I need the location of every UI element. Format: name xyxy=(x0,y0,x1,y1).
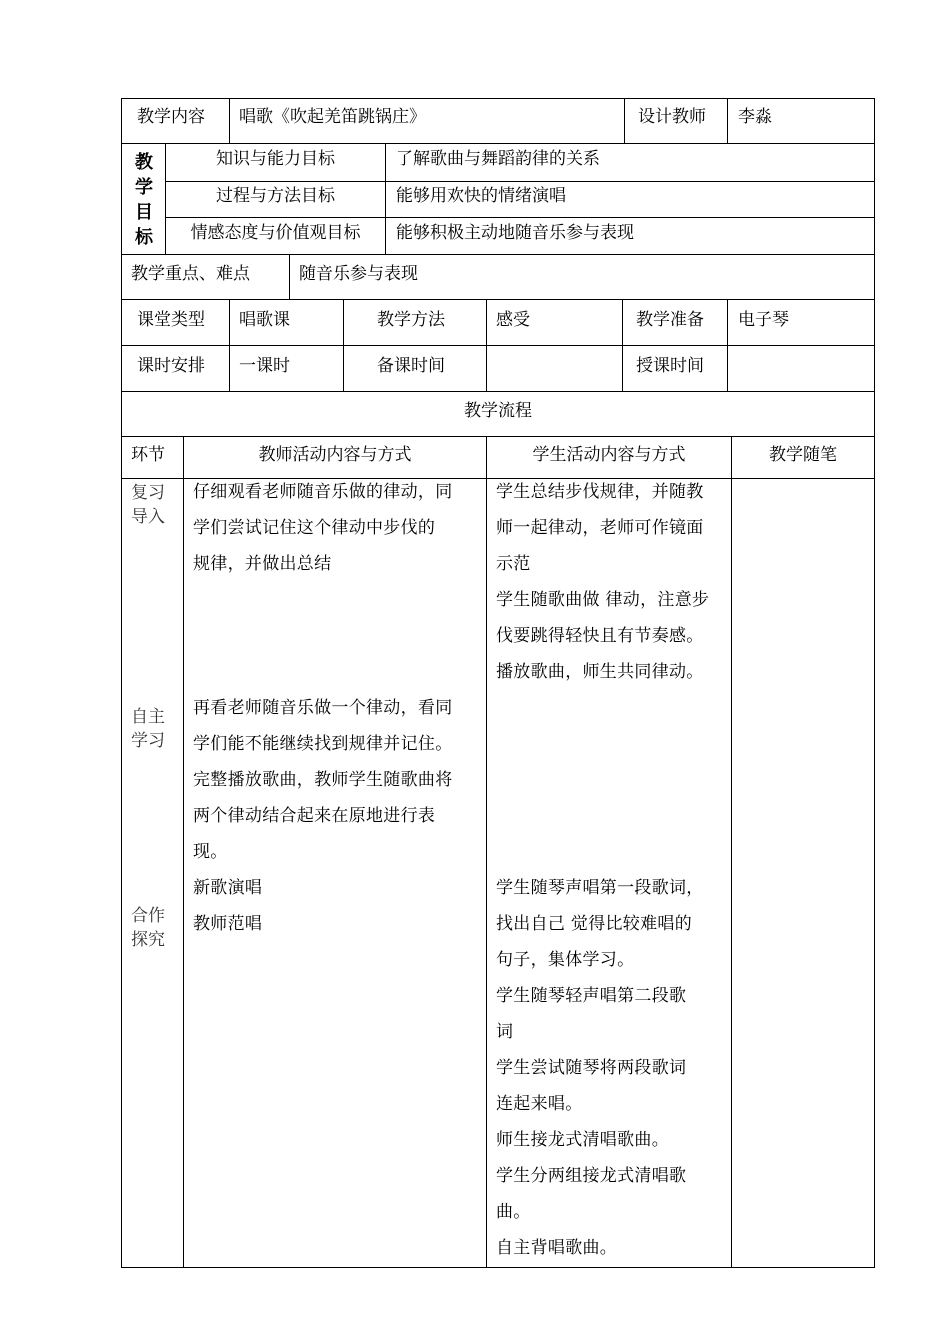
flow-title: 教学流程 xyxy=(464,401,532,421)
rule xyxy=(622,299,623,392)
rule-left xyxy=(121,98,122,1268)
text-line: 仔细观看老师随音乐做的律动，同 xyxy=(193,482,453,502)
rule-top xyxy=(121,98,875,99)
method-value: 感受 xyxy=(496,310,530,330)
objectives-side-label xyxy=(131,150,157,250)
text-line: 学生总结步伐规律，并随教 xyxy=(496,482,704,502)
text-line: 自主背唱歌曲。 xyxy=(496,1238,618,1258)
text-line: 师一起律动，老师可作镜面 xyxy=(496,518,704,538)
rule xyxy=(385,143,386,255)
text-line: 学们尝试记住这个律动中步伐的 xyxy=(193,518,436,538)
teach-time-label: 授课时间 xyxy=(636,356,704,376)
side-char: 目 xyxy=(135,202,153,223)
objective-value: 能够用欢快的情绪演唱 xyxy=(396,186,566,206)
student-activities xyxy=(496,474,709,1266)
rule xyxy=(121,436,875,437)
content-label: 教学内容 xyxy=(137,107,205,127)
rule xyxy=(289,254,290,300)
side-char: 学 xyxy=(135,177,153,198)
text-line: 伐要跳得轻快且有节奏感。 xyxy=(496,626,704,646)
text-line: 词 xyxy=(496,1022,514,1042)
rule xyxy=(486,299,487,392)
text-line: 师生接龙式清唱歌曲。 xyxy=(496,1130,669,1150)
rule xyxy=(343,299,344,392)
focus-value: 随音乐参与表现 xyxy=(299,264,418,284)
rule xyxy=(121,345,875,346)
rule xyxy=(727,299,728,392)
text-line: 句子，集体学习。 xyxy=(496,950,635,970)
text-line: 学生分两组接龙式清唱歌 xyxy=(496,1166,687,1186)
col-header-notes: 教学随笔 xyxy=(769,445,837,465)
teacher-value: 李淼 xyxy=(738,107,772,127)
prep-time-label: 备课时间 xyxy=(377,356,445,376)
prep-value: 电子琴 xyxy=(738,310,789,330)
teacher-activities xyxy=(193,474,453,942)
rule xyxy=(165,181,875,182)
col-header-student: 学生活动内容与方式 xyxy=(532,445,686,465)
rule-bottom xyxy=(121,1267,875,1268)
rule-right xyxy=(874,98,875,1268)
section-cooperative: 合作 探究 xyxy=(131,906,165,950)
rule xyxy=(121,391,875,392)
rule xyxy=(121,143,875,144)
method-label: 教学方法 xyxy=(377,310,445,330)
col-header-stage: 环节 xyxy=(131,445,165,465)
hours-value: 一课时 xyxy=(239,356,290,376)
col-header-teacher: 教师活动内容与方式 xyxy=(258,445,412,465)
class-type-label: 课堂类型 xyxy=(137,310,205,330)
text-line: 两个律动结合起来在原地进行表 xyxy=(193,806,436,826)
text-line: 学生随琴声唱第一段歌词， xyxy=(496,878,704,898)
rule xyxy=(183,436,184,1268)
text-line: 曲。 xyxy=(496,1202,531,1222)
text-line: 现。 xyxy=(193,842,228,862)
hours-label: 课时安排 xyxy=(137,356,205,376)
text-line: 连起来唱。 xyxy=(496,1094,583,1114)
rule xyxy=(121,254,875,255)
class-type-value: 唱歌课 xyxy=(239,310,290,330)
objective-label: 过程与方法目标 xyxy=(216,186,335,206)
text-line: 播放歌曲，师生共同律动。 xyxy=(496,662,704,682)
rule xyxy=(121,299,875,300)
rule xyxy=(727,98,728,144)
text-line: 教师范唱 xyxy=(193,914,263,934)
text-line: 找出自己 觉得比较难唱的 xyxy=(496,914,693,934)
text-line: 学们能不能继续找到规律并记住。 xyxy=(193,734,453,754)
objective-label: 知识与能力目标 xyxy=(216,149,335,169)
objective-value: 能够积极主动地随音乐参与表现 xyxy=(396,223,634,243)
rule xyxy=(731,436,732,1268)
rule xyxy=(229,98,230,144)
side-char: 教 xyxy=(135,152,153,173)
section-review-intro: 复习 导入 xyxy=(131,483,165,527)
text-line: 学生随歌曲做 律动，注意步 xyxy=(496,590,710,610)
text-line: 规律，并做出总结 xyxy=(193,554,332,574)
text-line: 新歌演唱 xyxy=(193,878,263,898)
text-line: 学生尝试随琴将两段歌词 xyxy=(496,1058,687,1078)
side-char: 标 xyxy=(135,227,153,248)
text-line: 学生随琴轻声唱第二段歌 xyxy=(496,986,687,1006)
rule xyxy=(486,436,487,1268)
rule xyxy=(229,299,230,392)
text-line: 再看老师随音乐做一个律动，看同 xyxy=(193,698,453,718)
focus-label: 教学重点、难点 xyxy=(131,264,250,284)
rule xyxy=(165,217,875,218)
text-line: 完整播放歌曲，教师学生随歌曲将 xyxy=(193,770,453,790)
text-line: 示范 xyxy=(496,554,531,574)
section-self-study: 自主 学习 xyxy=(131,707,165,751)
objective-label: 情感态度与价值观目标 xyxy=(190,223,361,243)
rule xyxy=(624,98,625,144)
content-value: 唱歌《吹起羌笛跳锅庄》 xyxy=(239,107,426,127)
teacher-label: 设计教师 xyxy=(638,107,706,127)
objective-value: 了解歌曲与舞蹈韵律的关系 xyxy=(396,149,600,169)
prep-label: 教学准备 xyxy=(636,310,704,330)
